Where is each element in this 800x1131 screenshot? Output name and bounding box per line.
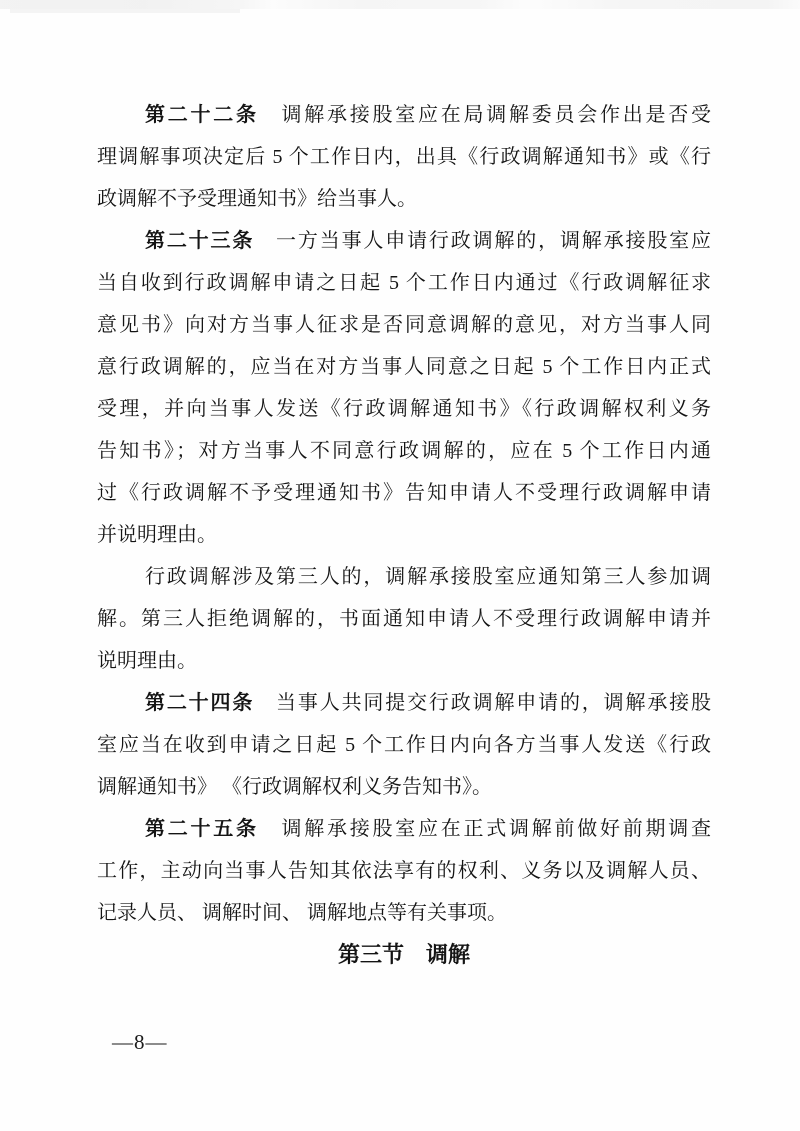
text-line [97,556,711,598]
article-number: 第二十二条 [145,104,259,126]
text-line [97,892,711,934]
page-number: —8— [112,1030,168,1054]
text-line [97,640,711,682]
text-run: 受理，并向当事人发送《行政调解通知书》《行政调解权利义务 [97,398,711,420]
text-line [97,346,711,388]
text-run: 调解承接股室应在局调解委员会作出是否受 [258,104,711,126]
text-line [97,766,711,808]
text-run: 行政调解涉及第三人的，调解承接股室应通知第三人参加调 [145,566,711,588]
document-body [97,94,711,976]
article-number: 第二十四条 [145,692,255,714]
text-line [97,136,711,178]
text-line [97,514,711,556]
text-line [97,724,711,766]
text-run: 当自收到行政调解申请之日起 5 个工作日内通过《行政调解征求 [97,272,711,294]
text-line [97,262,711,304]
text-run: 调解承接股室应在正式调解前做好前期调查 [258,818,711,840]
text-line [97,388,711,430]
text-run: 调解通知书》 《行政调解权利义务告知书》。 [97,776,492,798]
text-run: 过《行政调解不予受理通知书》告知申请人不受理行政调解申请 [97,482,711,504]
text-run: 意行政调解的，应当在对方当事人同意之日起 5 个工作日内正式 [97,356,711,378]
text-line [97,850,711,892]
text-run: 当事人共同提交行政调解申请的，调解承接股 [254,692,711,714]
scan-artifact [10,9,240,13]
text-run: 室应当在收到申请之日起 5 个工作日内向各方当事人发送《行政 [97,734,711,756]
article-number: 第二十五条 [145,818,259,840]
text-line [97,94,711,136]
text-line [97,430,711,472]
text-line [97,220,711,262]
text-line [97,304,711,346]
article-number: 第三节 调解 [337,942,470,967]
text-run: 工作，主动向当事人告知其依法享有的权利、义务以及调解人员、 [97,860,711,882]
text-line [97,682,711,724]
text-run: 并说明理由。 [97,524,217,546]
section-heading [97,934,711,976]
text-run: 理调解事项决定后 5 个工作日内，出具《行政调解通知书》或《行 [97,146,711,168]
text-run: 一方当事人申请行政调解的，调解承接股室应 [254,230,711,252]
text-run: 政调解不予受理通知书》给当事人。 [97,188,417,210]
text-run: 说明理由。 [97,650,197,672]
text-line [97,808,711,850]
article-number: 第二十三条 [145,230,255,252]
scan-artifact [0,0,800,9]
text-run: 解。第三人拒绝调解的，书面通知申请人不受理行政调解申请并 [97,608,711,630]
text-run: 告知书》；对方当事人不同意行政调解的，应在 5 个工作日内通 [97,440,711,462]
text-run: 记录人员、 调解时间、 调解地点等有关事项。 [97,902,507,924]
text-run: 意见书》向对方当事人征求是否同意调解的意见，对方当事人同 [97,314,711,336]
text-line [97,472,711,514]
text-line [97,178,711,220]
text-line [97,598,711,640]
